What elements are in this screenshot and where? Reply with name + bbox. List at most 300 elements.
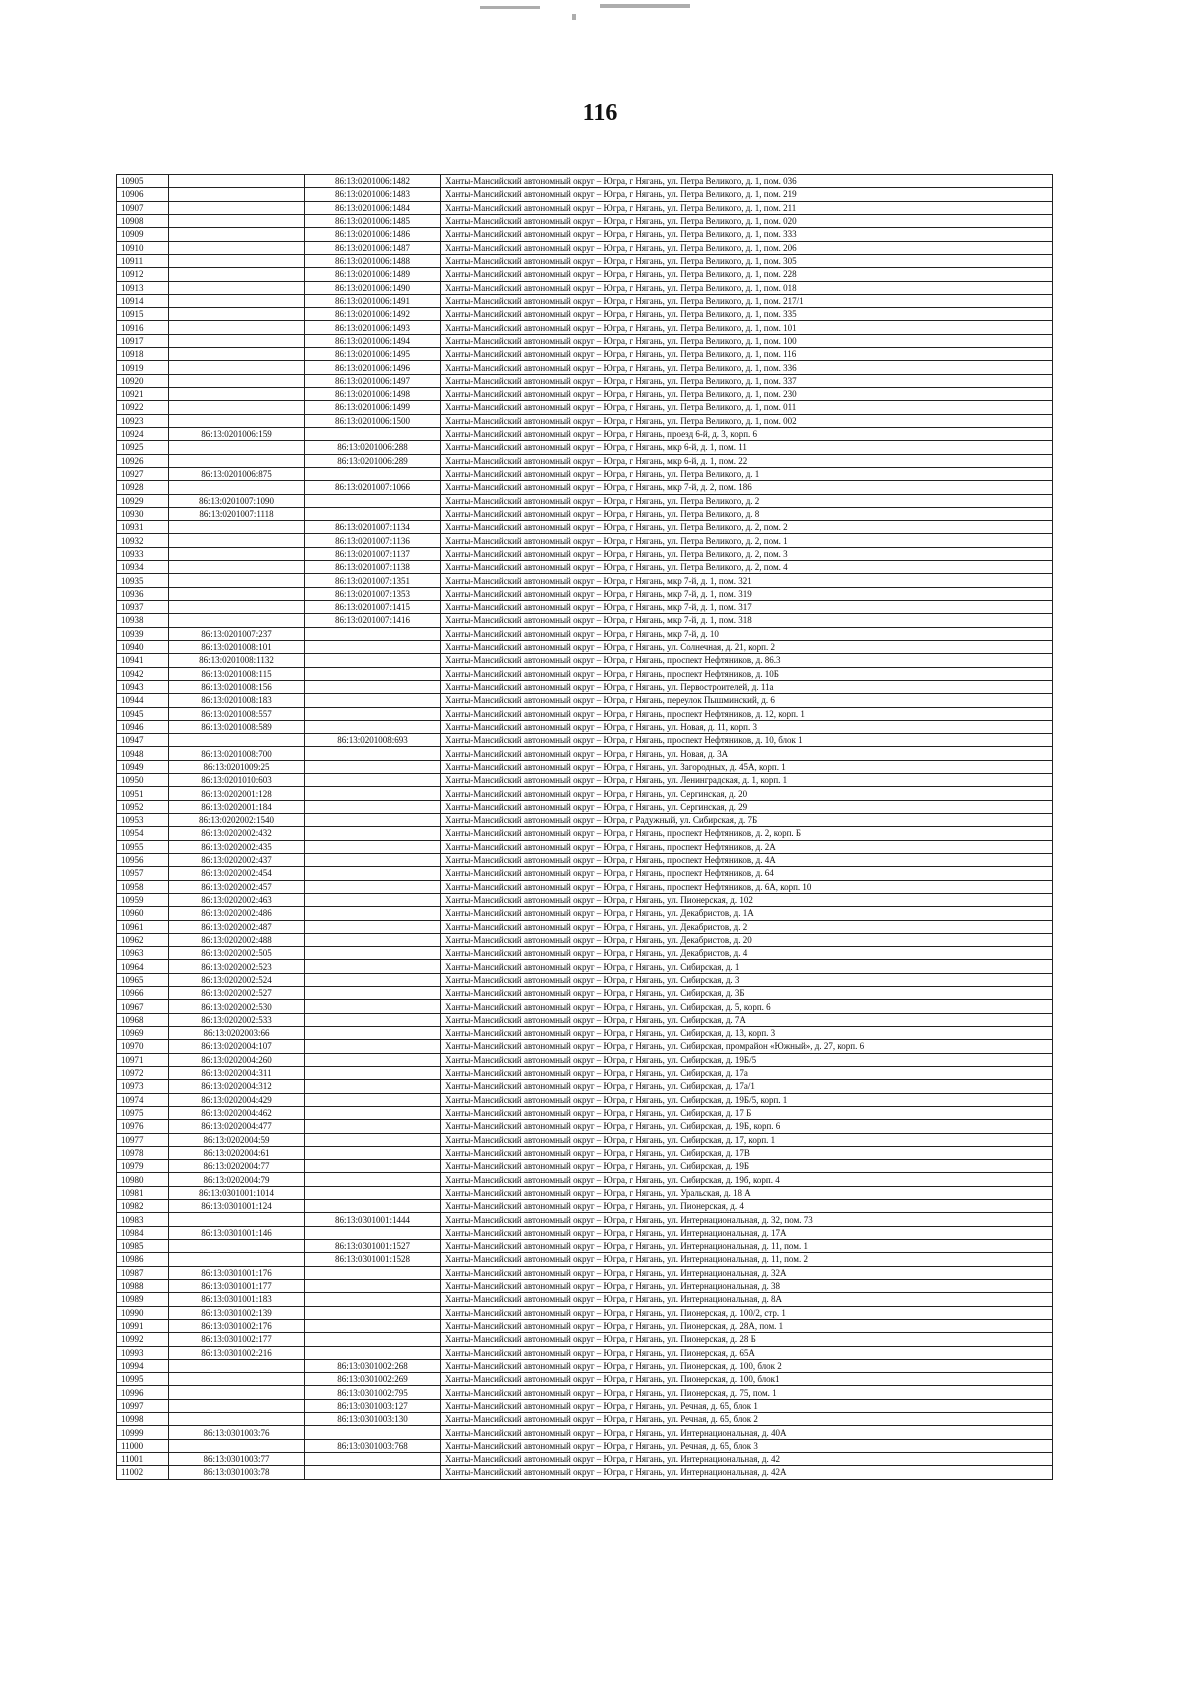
premises-cadastral-number-cell: [305, 1133, 441, 1146]
address-cell: Ханты-Мансийский автономный округ – Югра, г Нягань, проспект Нефтяников, д. 2А: [441, 840, 1053, 853]
registry-table: [116, 174, 1053, 1480]
record-number-cell: 10936: [117, 587, 169, 600]
land-cadastral-number-cell: [169, 1359, 305, 1372]
premises-cadastral-number-cell: [305, 667, 441, 680]
address-cell: Ханты-Мансийский автономный округ – Югра, г Нягань, ул. Сибирская, д. 19Б: [441, 1160, 1053, 1173]
address-cell: Ханты-Мансийский автономный округ – Югра, г Нягань, проспект Нефтяников, д. 10Б: [441, 667, 1053, 680]
premises-cadastral-number-cell: 86:13:0201007:1353: [305, 587, 441, 600]
land-cadastral-number-cell: [169, 228, 305, 241]
table-row: [117, 853, 1053, 866]
table-row: [117, 1279, 1053, 1292]
record-number-cell: 10980: [117, 1173, 169, 1186]
land-cadastral-number-cell: 86:13:0202004:79: [169, 1173, 305, 1186]
scan-artifact: [572, 14, 576, 20]
table-row: [117, 814, 1053, 827]
address-cell: Ханты-Мансийский автономный округ – Югра, г Нягань, ул. Петра Великого, д. 2, пом. 3: [441, 547, 1053, 560]
address-cell: Ханты-Мансийский автономный округ – Югра, г Нягань, ул. Сибирская, д. 19Б/5: [441, 1053, 1053, 1066]
record-number-cell: 10918: [117, 348, 169, 361]
table-row: [117, 254, 1053, 267]
table-row: [117, 1439, 1053, 1452]
land-cadastral-number-cell: 86:13:0201008:183: [169, 694, 305, 707]
premises-cadastral-number-cell: [305, 907, 441, 920]
address-cell: Ханты-Мансийский автономный округ – Югра, г Нягань, ул. Петра Великого, д. 2, пом. 4: [441, 561, 1053, 574]
premises-cadastral-number-cell: 86:13:0201007:1351: [305, 574, 441, 587]
record-number-cell: 10948: [117, 747, 169, 760]
table-row: [117, 454, 1053, 467]
address-cell: Ханты-Мансийский автономный округ – Югра, г Нягань, ул. Петра Великого, д. 2, пом. 1: [441, 534, 1053, 547]
premises-cadastral-number-cell: 86:13:0201006:1495: [305, 348, 441, 361]
address-cell: Ханты-Мансийский автономный округ – Югра, г Нягань, ул. Новая, д. 11, корп. 3: [441, 720, 1053, 733]
premises-cadastral-number-cell: 86:13:0201006:1483: [305, 188, 441, 201]
land-cadastral-number-cell: [169, 175, 305, 188]
land-cadastral-number-cell: 86:13:0201006:875: [169, 467, 305, 480]
address-cell: Ханты-Мансийский автономный округ – Югра, г Нягань, ул. Интернациональная, д. 11, пом. 1: [441, 1240, 1053, 1253]
land-cadastral-number-cell: [169, 454, 305, 467]
land-cadastral-number-cell: 86:13:0202002:533: [169, 1013, 305, 1026]
record-number-cell: 10917: [117, 334, 169, 347]
table-row: [117, 1266, 1053, 1279]
address-cell: Ханты-Мансийский автономный округ – Югра, г Нягань, ул. Петра Великого, д. 1, пом. 020: [441, 214, 1053, 227]
premises-cadastral-number-cell: 86:13:0301002:795: [305, 1386, 441, 1399]
record-number-cell: 10966: [117, 987, 169, 1000]
address-cell: Ханты-Мансийский автономный округ – Югра, г Нягань, ул. Интернациональная, д. 17А: [441, 1226, 1053, 1239]
table-row: [117, 747, 1053, 760]
land-cadastral-number-cell: 86:13:0201008:700: [169, 747, 305, 760]
record-number-cell: 10925: [117, 441, 169, 454]
record-number-cell: 10914: [117, 294, 169, 307]
table-row: [117, 933, 1053, 946]
record-number-cell: 10958: [117, 880, 169, 893]
address-cell: Ханты-Мансийский автономный округ – Югра, г Нягань, ул. Петра Великого, д. 1: [441, 467, 1053, 480]
address-cell: Ханты-Мансийский автономный округ – Югра, г Нягань, мкр 6-й, д. 1, пом. 11: [441, 441, 1053, 454]
premises-cadastral-number-cell: 86:13:0201006:1485: [305, 214, 441, 227]
record-number-cell: 10920: [117, 374, 169, 387]
table-row: [117, 228, 1053, 241]
table-row: [117, 1453, 1053, 1466]
record-number-cell: 10923: [117, 414, 169, 427]
premises-cadastral-number-cell: [305, 747, 441, 760]
record-number-cell: 10979: [117, 1160, 169, 1173]
land-cadastral-number-cell: 86:13:0202004:59: [169, 1133, 305, 1146]
land-cadastral-number-cell: [169, 268, 305, 281]
address-cell: Ханты-Мансийский автономный округ – Югра, г Нягань, ул. Пионерская, д. 28 Б: [441, 1333, 1053, 1346]
land-cadastral-number-cell: [169, 1240, 305, 1253]
premises-cadastral-number-cell: 86:13:0301003:768: [305, 1439, 441, 1452]
land-cadastral-number-cell: 86:13:0201008:115: [169, 667, 305, 680]
address-cell: Ханты-Мансийский автономный округ – Югра, г Нягань, ул. Пионерская, д. 102: [441, 893, 1053, 906]
record-number-cell: 10995: [117, 1373, 169, 1386]
premises-cadastral-number-cell: [305, 827, 441, 840]
land-cadastral-number-cell: 86:13:0201008:1132: [169, 654, 305, 667]
premises-cadastral-number-cell: 86:13:0201006:289: [305, 454, 441, 467]
record-number-cell: 10955: [117, 840, 169, 853]
premises-cadastral-number-cell: 86:13:0201006:1489: [305, 268, 441, 281]
record-number-cell: 10965: [117, 973, 169, 986]
land-cadastral-number-cell: [169, 534, 305, 547]
record-number-cell: 10924: [117, 427, 169, 440]
address-cell: Ханты-Мансийский автономный округ – Югра, г Нягань, ул. Петра Великого, д. 2, пом. 2: [441, 521, 1053, 534]
land-cadastral-number-cell: 86:13:0202002:435: [169, 840, 305, 853]
record-number-cell: 10911: [117, 254, 169, 267]
table-row: [117, 1120, 1053, 1133]
land-cadastral-number-cell: 86:13:0202002:524: [169, 973, 305, 986]
land-cadastral-number-cell: [169, 1373, 305, 1386]
record-number-cell: 10992: [117, 1333, 169, 1346]
land-cadastral-number-cell: [169, 1439, 305, 1452]
premises-cadastral-number-cell: [305, 800, 441, 813]
record-number-cell: 10934: [117, 561, 169, 574]
table-row: [117, 1426, 1053, 1439]
address-cell: Ханты-Мансийский автономный округ – Югра, г Нягань, ул. Пионерская, д. 28А, пом. 1: [441, 1319, 1053, 1332]
premises-cadastral-number-cell: 86:13:0201006:1487: [305, 241, 441, 254]
address-cell: Ханты-Мансийский автономный округ – Югра, г Нягань, ул. Загородных, д. 45А, корп. 1: [441, 760, 1053, 773]
table-row: [117, 521, 1053, 534]
address-cell: Ханты-Мансийский автономный округ – Югра, г Нягань, мкр 7-й, д. 1, пом. 319: [441, 587, 1053, 600]
table-row: [117, 507, 1053, 520]
land-cadastral-number-cell: [169, 521, 305, 534]
record-number-cell: 10981: [117, 1186, 169, 1199]
address-cell: Ханты-Мансийский автономный округ – Югра, г Нягань, ул. Сибирская, д. 17, корп. 1: [441, 1133, 1053, 1146]
table-row: [117, 321, 1053, 334]
premises-cadastral-number-cell: 86:13:0201007:1138: [305, 561, 441, 574]
record-number-cell: 10970: [117, 1040, 169, 1053]
record-number-cell: 10972: [117, 1066, 169, 1079]
table-row: [117, 734, 1053, 747]
table-row: [117, 1466, 1053, 1479]
premises-cadastral-number-cell: 86:13:0201007:1136: [305, 534, 441, 547]
land-cadastral-number-cell: 86:13:0202002:463: [169, 893, 305, 906]
address-cell: Ханты-Мансийский автономный округ – Югра, г Нягань, ул. Петра Великого, д. 1, пом. 230: [441, 388, 1053, 401]
record-number-cell: 10926: [117, 454, 169, 467]
address-cell: Ханты-Мансийский автономный округ – Югра, г Нягань, ул. Сибирская, промрайон «Южный», д. 27, корп. 6: [441, 1040, 1053, 1053]
premises-cadastral-number-cell: 86:13:0201006:1482: [305, 175, 441, 188]
record-number-cell: 10927: [117, 467, 169, 480]
premises-cadastral-number-cell: 86:13:0301003:130: [305, 1413, 441, 1426]
land-cadastral-number-cell: [169, 308, 305, 321]
land-cadastral-number-cell: 86:13:0301001:176: [169, 1266, 305, 1279]
record-number-cell: 10929: [117, 494, 169, 507]
address-cell: Ханты-Мансийский автономный округ – Югра, г Нягань, ул. Петра Великого, д. 1, пом. 333: [441, 228, 1053, 241]
premises-cadastral-number-cell: [305, 694, 441, 707]
address-cell: Ханты-Мансийский автономный округ – Югра, г Нягань, ул. Петра Великого, д. 1, пом. 228: [441, 268, 1053, 281]
table-row: [117, 201, 1053, 214]
premises-cadastral-number-cell: 86:13:0201006:1499: [305, 401, 441, 414]
table-row: [117, 640, 1053, 653]
premises-cadastral-number-cell: [305, 1346, 441, 1359]
premises-cadastral-number-cell: [305, 840, 441, 853]
land-cadastral-number-cell: 86:13:0202002:527: [169, 987, 305, 1000]
land-cadastral-number-cell: [169, 1413, 305, 1426]
land-cadastral-number-cell: 86:13:0301003:78: [169, 1466, 305, 1479]
record-number-cell: 10956: [117, 853, 169, 866]
table-row: [117, 920, 1053, 933]
table-row: [117, 334, 1053, 347]
record-number-cell: 10987: [117, 1266, 169, 1279]
land-cadastral-number-cell: 86:13:0201007:1090: [169, 494, 305, 507]
record-number-cell: 10947: [117, 734, 169, 747]
land-cadastral-number-cell: 86:13:0201008:589: [169, 720, 305, 733]
address-cell: Ханты-Мансийский автономный округ – Югра, г Нягань, ул. Сибирская, д. 5, корп. 6: [441, 1000, 1053, 1013]
land-cadastral-number-cell: [169, 1213, 305, 1226]
table-row: [117, 1186, 1053, 1199]
land-cadastral-number-cell: [169, 201, 305, 214]
premises-cadastral-number-cell: [305, 507, 441, 520]
land-cadastral-number-cell: 86:13:0202004:429: [169, 1093, 305, 1106]
land-cadastral-number-cell: 86:13:0201006:159: [169, 427, 305, 440]
premises-cadastral-number-cell: 86:13:0201007:1066: [305, 481, 441, 494]
premises-cadastral-number-cell: [305, 1000, 441, 1013]
table-row: [117, 1173, 1053, 1186]
address-cell: Ханты-Мансийский автономный округ – Югра, г Нягань, ул. Пионерская, д. 75, пом. 1: [441, 1386, 1053, 1399]
land-cadastral-number-cell: 86:13:0202001:184: [169, 800, 305, 813]
table-row: [117, 561, 1053, 574]
table-row: [117, 787, 1053, 800]
land-cadastral-number-cell: [169, 321, 305, 334]
address-cell: Ханты-Мансийский автономный округ – Югра, г Нягань, ул. Сибирская, д. 17а: [441, 1066, 1053, 1079]
table-row: [117, 281, 1053, 294]
table-row: [117, 840, 1053, 853]
land-cadastral-number-cell: 86:13:0201008:156: [169, 680, 305, 693]
address-cell: Ханты-Мансийский автономный округ – Югра, г Нягань, ул. Петра Великого, д. 1, пом. 217/1: [441, 294, 1053, 307]
land-cadastral-number-cell: 86:13:0301003:77: [169, 1453, 305, 1466]
premises-cadastral-number-cell: 86:13:0201006:1488: [305, 254, 441, 267]
table-row: [117, 973, 1053, 986]
premises-cadastral-number-cell: [305, 933, 441, 946]
premises-cadastral-number-cell: [305, 867, 441, 880]
table-row: [117, 308, 1053, 321]
address-cell: Ханты-Мансийский автономный округ – Югра, г Нягань, ул. Пионерская, д. 65А: [441, 1346, 1053, 1359]
address-cell: Ханты-Мансийский автономный округ – Югра, г Нягань, ул. Сергинская, д. 20: [441, 787, 1053, 800]
table-row: [117, 1000, 1053, 1013]
address-cell: Ханты-Мансийский автономный округ – Югра, г Нягань, проспект Нефтяников, д. 4А: [441, 853, 1053, 866]
address-cell: Ханты-Мансийский автономный округ – Югра, г Нягань, ул. Сибирская, д. 17 Б: [441, 1106, 1053, 1119]
premises-cadastral-number-cell: [305, 960, 441, 973]
premises-cadastral-number-cell: [305, 880, 441, 893]
record-number-cell: 10930: [117, 507, 169, 520]
premises-cadastral-number-cell: [305, 707, 441, 720]
table-row: [117, 867, 1053, 880]
record-number-cell: 10971: [117, 1053, 169, 1066]
table-row: [117, 1386, 1053, 1399]
table-row: [117, 1413, 1053, 1426]
address-cell: Ханты-Мансийский автономный округ – Югра, г Нягань, ул. Петра Великого, д. 1, пом. 305: [441, 254, 1053, 267]
table-row: [117, 1359, 1053, 1372]
table-row: [117, 388, 1053, 401]
record-number-cell: 10949: [117, 760, 169, 773]
address-cell: Ханты-Мансийский автономный округ – Югра, г Нягань, ул. Пионерская, д. 4: [441, 1200, 1053, 1213]
land-cadastral-number-cell: 86:13:0301002:216: [169, 1346, 305, 1359]
address-cell: Ханты-Мансийский автономный округ – Югра, г Нягань, ул. Петра Великого, д. 8: [441, 507, 1053, 520]
table-row: [117, 1200, 1053, 1213]
land-cadastral-number-cell: 86:13:0202002:530: [169, 1000, 305, 1013]
table-row: [117, 947, 1053, 960]
address-cell: Ханты-Мансийский автономный округ – Югра, г Нягань, мкр 6-й, д. 1, пом. 22: [441, 454, 1053, 467]
table-row: [117, 987, 1053, 1000]
table-row: [117, 547, 1053, 560]
land-cadastral-number-cell: 86:13:0202002:488: [169, 933, 305, 946]
land-cadastral-number-cell: 86:13:0201008:101: [169, 640, 305, 653]
premises-cadastral-number-cell: [305, 1186, 441, 1199]
address-cell: Ханты-Мансийский автономный округ – Югра, г Нягань, ул. Сибирская, д. 19Б, корп. 6: [441, 1120, 1053, 1133]
address-cell: Ханты-Мансийский автономный округ – Югра, г Нягань, ул. Петра Великого, д. 1, пом. 206: [441, 241, 1053, 254]
premises-cadastral-number-cell: [305, 947, 441, 960]
premises-cadastral-number-cell: 86:13:0201006:1490: [305, 281, 441, 294]
record-number-cell: 10961: [117, 920, 169, 933]
address-cell: Ханты-Мансийский автономный округ – Югра, г Нягань, мкр 7-й, д. 10: [441, 627, 1053, 640]
land-cadastral-number-cell: [169, 254, 305, 267]
table-row: [117, 414, 1053, 427]
record-number-cell: 10916: [117, 321, 169, 334]
land-cadastral-number-cell: [169, 401, 305, 414]
record-number-cell: 10939: [117, 627, 169, 640]
table-row: [117, 401, 1053, 414]
address-cell: Ханты-Мансийский автономный округ – Югра, г Нягань, ул. Интернациональная, д. 32, пом. 73: [441, 1213, 1053, 1226]
table-row: [117, 1080, 1053, 1093]
table-row: [117, 1253, 1053, 1266]
premises-cadastral-number-cell: [305, 1146, 441, 1159]
record-number-cell: 10976: [117, 1120, 169, 1133]
address-cell: Ханты-Мансийский автономный округ – Югра, г Нягань, ул. Сергинская, д. 29: [441, 800, 1053, 813]
table-row: [117, 1133, 1053, 1146]
premises-cadastral-number-cell: [305, 1226, 441, 1239]
address-cell: Ханты-Мансийский автономный округ – Югра, г Нягань, ул. Декабристов, д. 4: [441, 947, 1053, 960]
address-cell: Ханты-Мансийский автономный округ – Югра, г Нягань, ул. Интернациональная, д. 42: [441, 1453, 1053, 1466]
premises-cadastral-number-cell: [305, 1066, 441, 1079]
address-cell: Ханты-Мансийский автономный округ – Югра, г Нягань, ул. Петра Великого, д. 1, пом. 036: [441, 175, 1053, 188]
premises-cadastral-number-cell: 86:13:0201006:1486: [305, 228, 441, 241]
record-number-cell: 10996: [117, 1386, 169, 1399]
address-cell: Ханты-Мансийский автономный округ – Югра, г Нягань, мкр 7-й, д. 2, пом. 186: [441, 481, 1053, 494]
premises-cadastral-number-cell: 86:13:0301001:1528: [305, 1253, 441, 1266]
premises-cadastral-number-cell: [305, 494, 441, 507]
land-cadastral-number-cell: 86:13:0202001:128: [169, 787, 305, 800]
land-cadastral-number-cell: 86:13:0301001:124: [169, 1200, 305, 1213]
address-cell: Ханты-Мансийский автономный округ – Югра, г Нягань, ул. Петра Великого, д. 1, пом. 101: [441, 321, 1053, 334]
address-cell: Ханты-Мансийский автономный округ – Югра, г Нягань, проспект Нефтяников, д. 6А, корп. 10: [441, 880, 1053, 893]
record-number-cell: 10957: [117, 867, 169, 880]
premises-cadastral-number-cell: [305, 1466, 441, 1479]
premises-cadastral-number-cell: [305, 920, 441, 933]
premises-cadastral-number-cell: [305, 1173, 441, 1186]
address-cell: Ханты-Мансийский автономный округ – Югра, г Нягань, мкр 7-й, д. 1, пом. 318: [441, 614, 1053, 627]
premises-cadastral-number-cell: [305, 987, 441, 1000]
premises-cadastral-number-cell: [305, 1453, 441, 1466]
record-number-cell: 10906: [117, 188, 169, 201]
record-number-cell: 10946: [117, 720, 169, 733]
land-cadastral-number-cell: [169, 574, 305, 587]
address-cell: Ханты-Мансийский автономный округ – Югра, г Нягань, ул. Сибирская, д. 3: [441, 973, 1053, 986]
land-cadastral-number-cell: [169, 414, 305, 427]
land-cadastral-number-cell: 86:13:0202002:457: [169, 880, 305, 893]
page-number: 116: [582, 100, 618, 126]
table-row: [117, 694, 1053, 707]
land-cadastral-number-cell: [169, 547, 305, 560]
address-cell: Ханты-Мансийский автономный округ – Югра, г Нягань, ул. Петра Великого, д. 1, пом. 336: [441, 361, 1053, 374]
address-cell: Ханты-Мансийский автономный округ – Югра, г Нягань, ул. Декабристов, д. 2: [441, 920, 1053, 933]
premises-cadastral-number-cell: [305, 1293, 441, 1306]
record-number-cell: 10969: [117, 1027, 169, 1040]
table-row: [117, 707, 1053, 720]
table-row: [117, 374, 1053, 387]
table-row: [117, 654, 1053, 667]
premises-cadastral-number-cell: [305, 760, 441, 773]
land-cadastral-number-cell: [169, 1399, 305, 1412]
land-cadastral-number-cell: 86:13:0201010:603: [169, 774, 305, 787]
land-cadastral-number-cell: [169, 481, 305, 494]
table-row: [117, 175, 1053, 188]
address-cell: Ханты-Мансийский автономный округ – Югра, г Нягань, ул. Интернациональная, д. 8А: [441, 1293, 1053, 1306]
premises-cadastral-number-cell: [305, 814, 441, 827]
address-cell: Ханты-Мансийский автономный округ – Югра, г Нягань, переулок Пышминский, д. 6: [441, 694, 1053, 707]
address-cell: Ханты-Мансийский автономный округ – Югра, г Нягань, ул. Интернациональная, д. 11, пом. 2: [441, 1253, 1053, 1266]
premises-cadastral-number-cell: 86:13:0201006:1496: [305, 361, 441, 374]
premises-cadastral-number-cell: [305, 1279, 441, 1292]
table-row: [117, 680, 1053, 693]
premises-cadastral-number-cell: [305, 1013, 441, 1026]
address-cell: Ханты-Мансийский автономный округ – Югра, г Нягань, ул. Петра Великого, д. 1, пом. 335: [441, 308, 1053, 321]
address-cell: Ханты-Мансийский автономный округ – Югра, г Нягань, ул. Петра Великого, д. 1, пом. 219: [441, 188, 1053, 201]
record-number-cell: 10985: [117, 1240, 169, 1253]
land-cadastral-number-cell: [169, 1386, 305, 1399]
premises-cadastral-number-cell: 86:13:0201006:1484: [305, 201, 441, 214]
scan-artifact: [600, 4, 690, 8]
record-number-cell: 10999: [117, 1426, 169, 1439]
record-number-cell: 10915: [117, 308, 169, 321]
record-number-cell: 10909: [117, 228, 169, 241]
address-cell: Ханты-Мансийский автономный округ – Югра, г Нягань, ул. Уральская, д. 18 А: [441, 1186, 1053, 1199]
address-cell: Ханты-Мансийский автономный округ – Югра, г Нягань, ул. Сибирская, д. 7А: [441, 1013, 1053, 1026]
record-number-cell: 10931: [117, 521, 169, 534]
premises-cadastral-number-cell: [305, 893, 441, 906]
table-row: [117, 800, 1053, 813]
premises-cadastral-number-cell: [305, 973, 441, 986]
premises-cadastral-number-cell: [305, 1120, 441, 1133]
premises-cadastral-number-cell: [305, 1426, 441, 1439]
table-row: [117, 760, 1053, 773]
address-cell: Ханты-Мансийский автономный округ – Югра, г Нягань, ул. Петра Великого, д. 1, пом. 116: [441, 348, 1053, 361]
table-row: [117, 241, 1053, 254]
record-number-cell: 10905: [117, 175, 169, 188]
record-number-cell: 10921: [117, 388, 169, 401]
table-row: [117, 188, 1053, 201]
table-row: [117, 441, 1053, 454]
table-row: [117, 427, 1053, 440]
table-row: [117, 1160, 1053, 1173]
premises-cadastral-number-cell: [305, 1053, 441, 1066]
table-row: [117, 907, 1053, 920]
premises-cadastral-number-cell: 86:13:0201007:1415: [305, 601, 441, 614]
premises-cadastral-number-cell: 86:13:0201006:1492: [305, 308, 441, 321]
premises-cadastral-number-cell: [305, 654, 441, 667]
table-row: [117, 774, 1053, 787]
record-number-cell: 10993: [117, 1346, 169, 1359]
address-cell: Ханты-Мансийский автономный округ – Югра, г Нягань, ул. Петра Великого, д. 1, пом. 018: [441, 281, 1053, 294]
table-row: [117, 1373, 1053, 1386]
record-number-cell: 10994: [117, 1359, 169, 1372]
record-number-cell: 10988: [117, 1279, 169, 1292]
table-row: [117, 614, 1053, 627]
record-number-cell: 10997: [117, 1399, 169, 1412]
table-row: [117, 1093, 1053, 1106]
record-number-cell: 10913: [117, 281, 169, 294]
address-cell: Ханты-Мансийский автономный округ – Югра, г Нягань, ул. Интернациональная, д. 38: [441, 1279, 1053, 1292]
land-cadastral-number-cell: [169, 388, 305, 401]
table-row: [117, 1213, 1053, 1226]
record-number-cell: 10968: [117, 1013, 169, 1026]
land-cadastral-number-cell: 86:13:0202004:77: [169, 1160, 305, 1173]
record-number-cell: 10967: [117, 1000, 169, 1013]
premises-cadastral-number-cell: 86:13:0201007:1137: [305, 547, 441, 560]
